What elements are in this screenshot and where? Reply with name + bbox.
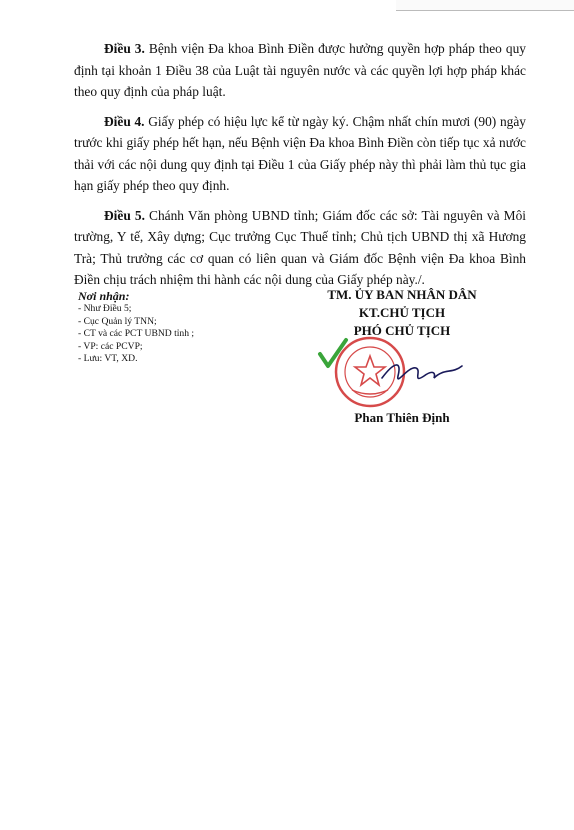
signature-title: PHÓ CHỦ TỊCH	[353, 323, 451, 338]
top-edge	[0, 0, 574, 12]
recipients-title: Nơi nhận:	[78, 289, 130, 303]
recipients-block	[78, 289, 298, 366]
article-label: Điều 3.	[104, 41, 145, 56]
article-text: Giấy phép có hiệu lực kể từ ngày ký. Chậm nhất chín mươi (90) ngày trước khi giấy phép hết hạn, nếu Bệnh viện Đa khoa Bình Điền còn tiếp tục xả nước thải với các nội dung quy định tại Điều 1 của Giấy phép này thì phải làm thủ tục gia hạn giấy phép theo quy định.	[74, 113, 526, 193]
recipient-item: - Cục Quản lý TNN;	[78, 315, 157, 327]
signature-org: TM. ỦY BAN NHÂN DÂN	[327, 287, 477, 302]
article-text: Chánh Văn phòng UBND tỉnh; Giám đốc các sở: Tài nguyên và Môi trường, Y tế, Xây dựng; Cục trưởng Cục Thuế tỉnh; Chủ tịch UBND thị xã Hương Trà; Thủ trưởng các cơ quan có liên quan và Giám đốc Bệnh viện Đa khoa Bình Điền chịu trách nhiệm thi hành các nội dung của Giấy phép này./.	[74, 207, 526, 287]
signature-role: KT.CHỦ TỊCH	[358, 305, 446, 320]
article-3	[74, 38, 526, 103]
signer-name: Phan Thiên Định	[354, 410, 450, 425]
article-5	[74, 205, 526, 291]
official-stamp-icon	[312, 332, 492, 412]
stamp-area	[312, 332, 492, 412]
recipient-item: - CT và các PCT UBND tỉnh ;	[78, 328, 195, 339]
article-text: Bệnh viện Đa khoa Bình Điền được hưởng quyền hợp pháp theo quy định tại khoản 1 Điều 38 của Luật tài nguyên nước và các quyền lợi hợp pháp khác theo quy định của pháp luật.	[74, 41, 526, 99]
article-4	[74, 111, 526, 197]
recipient-item: - VP: các PCVP;	[78, 340, 143, 352]
document-body	[74, 38, 526, 299]
recipient-item: - Như Điều 5;	[78, 303, 132, 314]
top-bar	[396, 0, 574, 11]
recipients-list	[78, 303, 298, 366]
recipient-item: - Lưu: VT, XD.	[78, 353, 138, 364]
article-label: Điều 5.	[104, 207, 145, 223]
article-label: Điều 4.	[104, 113, 145, 129]
